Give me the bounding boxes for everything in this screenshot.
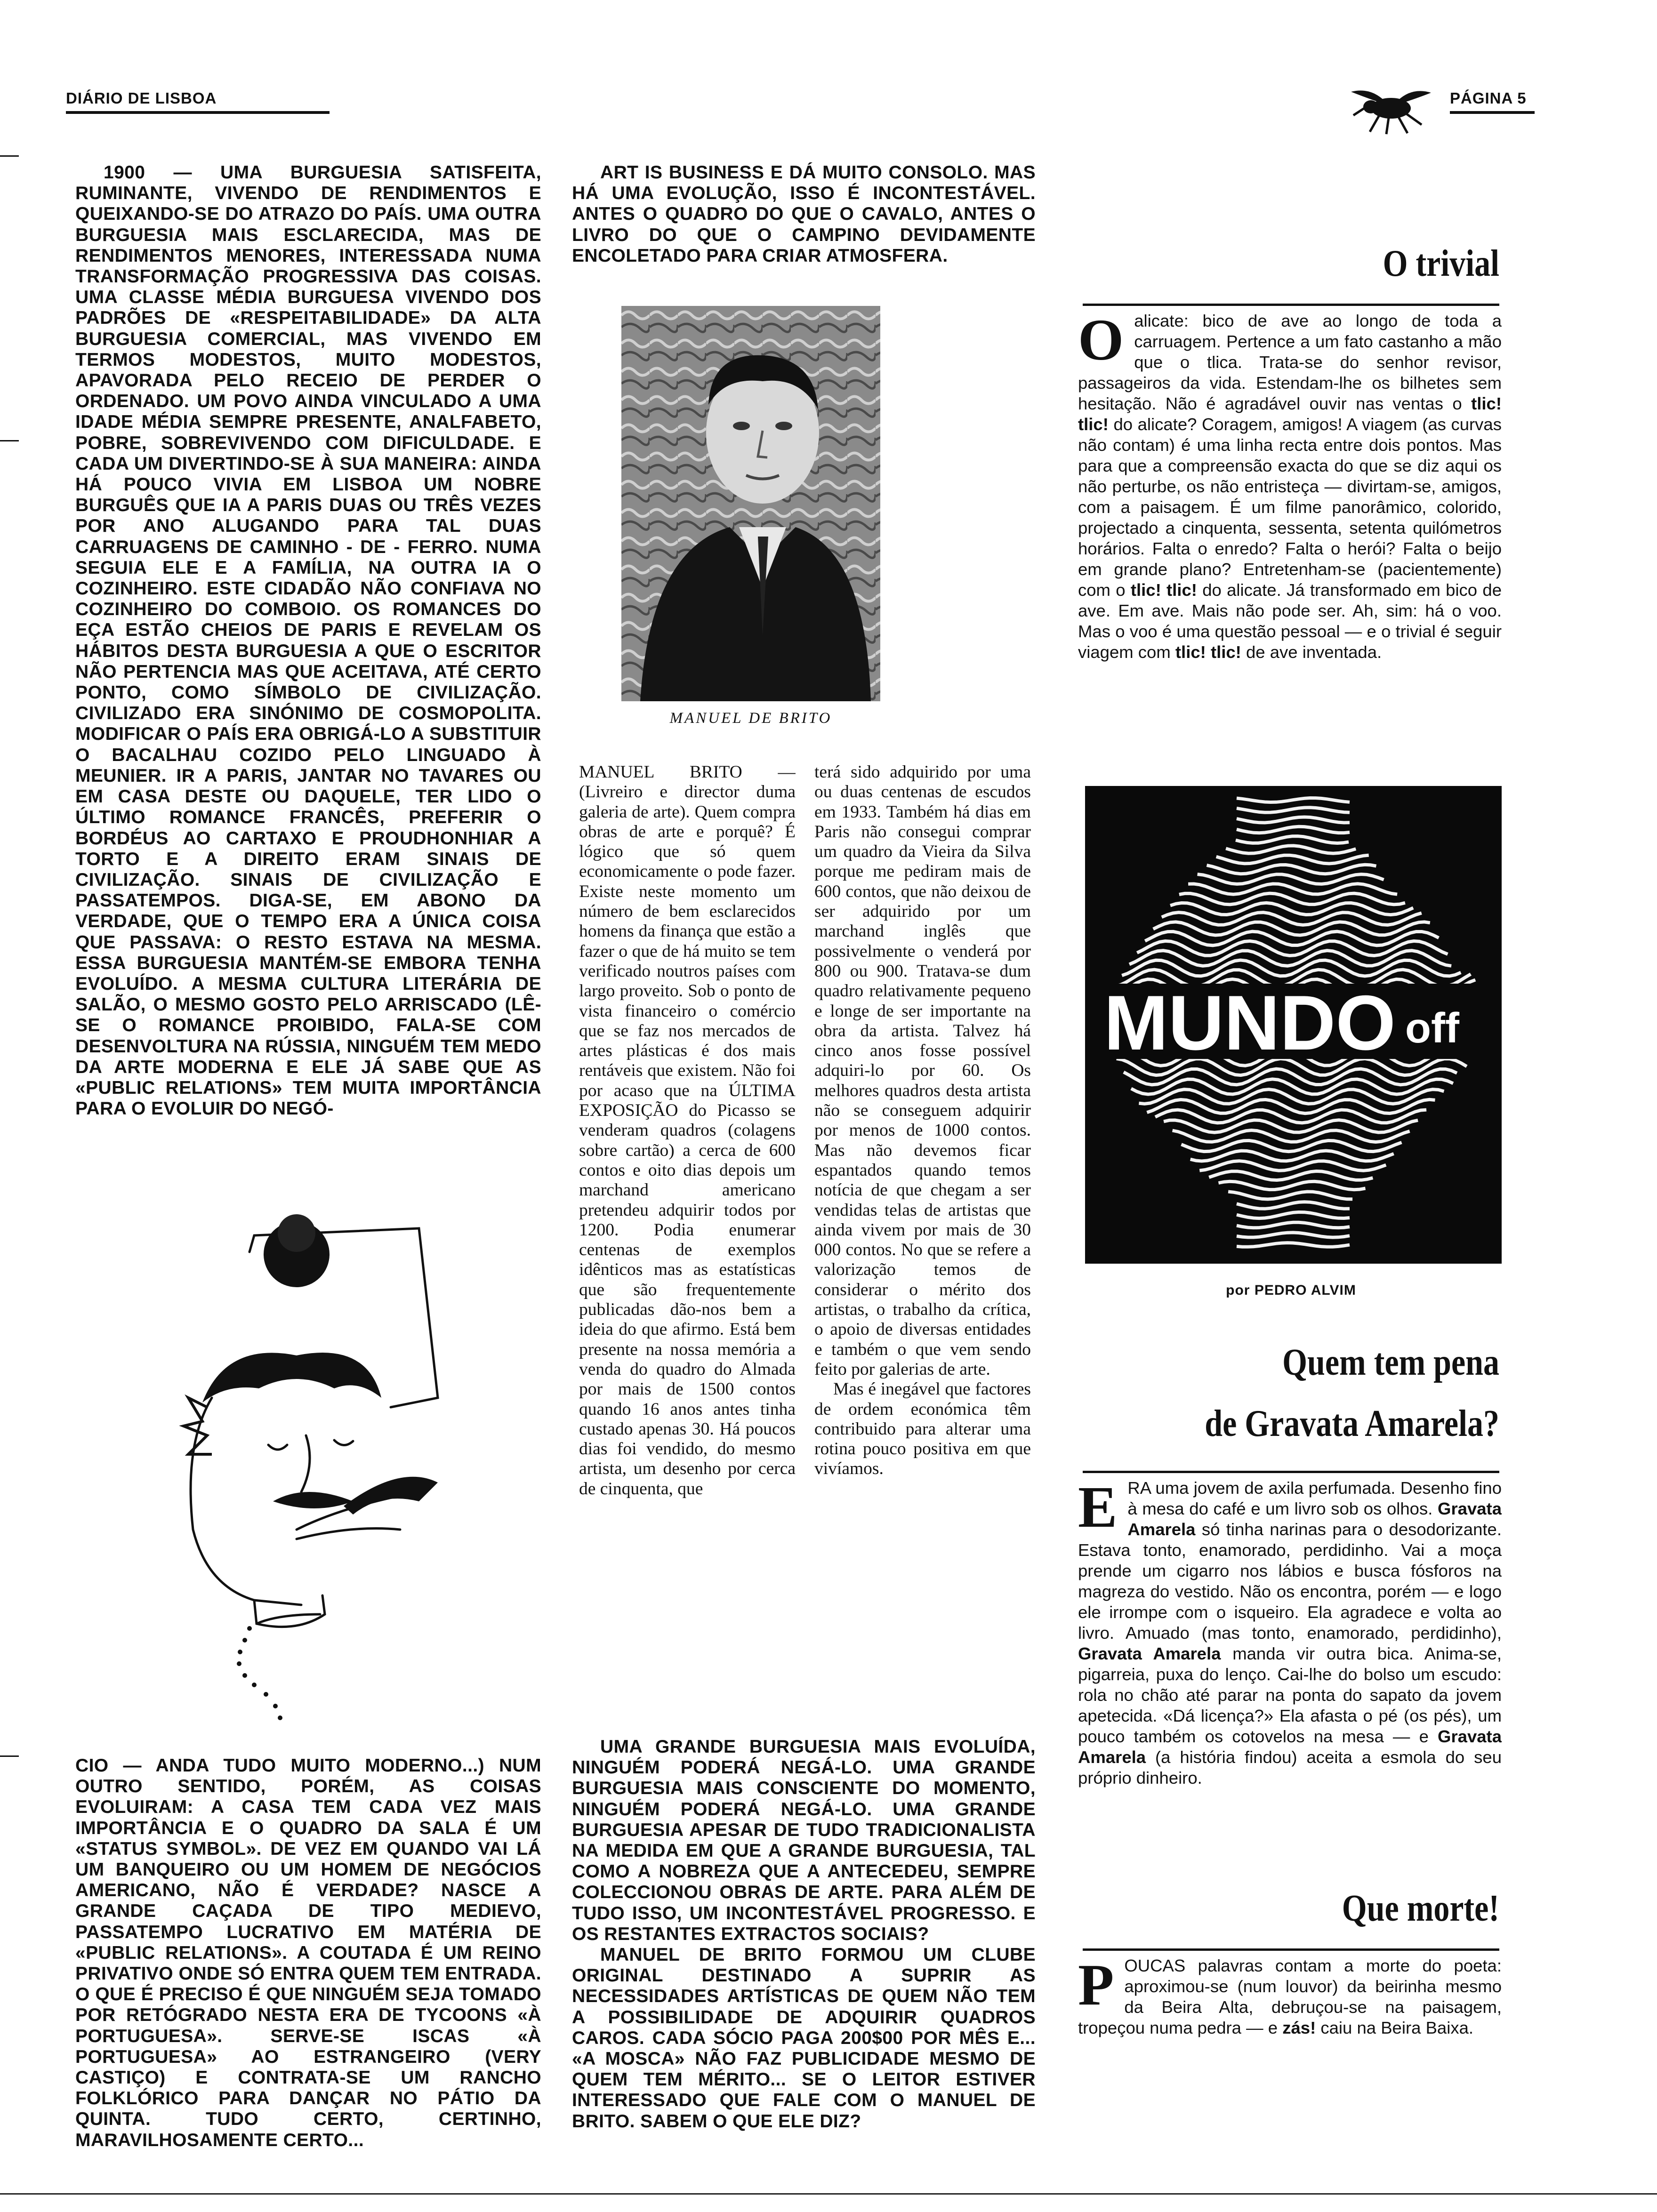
fly-icon — [1342, 87, 1436, 139]
page-number: PÁGINA 5 — [1450, 89, 1527, 107]
section-title-trivial: O trivial — [1383, 243, 1499, 284]
article-column-1-bottom: CIO — ANDA TUDO MUITO MODERNO...) NUM OUTRO SENTIDO, PORÉM, AS COISAS EVOLUIRAM: A CASA TEM CADA VEZ MAIS IMPORTÂNCIA E O QUADRO DA SALA É UM «STATUS SYMBOL». DE VEZ EM QUANDO VAI LÁ UM BANQUEIRO OU UM HOMEM DE NEGÓCIOS AMERICANO, NÃO É VERDADE? NASCE A GRANDE CAÇADA DE TIPO MEDIEVO, PASSATEMPO LUCRATIVO EM MATÉRIA DE «PUBLIC RELATIONS». A COUTADA É UM REINO PRIVATIVO ONDE SÓ ENTRA QUEM TEM ENTRADA. O QUE É PRECISO É QUE NINGUÉM SEJA TOMADO POR RETÓGRADO NESTA ERA DE TYCOONS «À PORTUGUESA». SERVE-SE ISCAS «À PORTUGUESA» AO ESTRANGEIRO (VERY CASTIÇO) E CONTRATA-SE UM RANCHO FOLKLÓRICO PARA DANÇAR NO PÁTIO DA QUINTA. TUDO CERTO, CERTINHO, MARAVILHOSAMENTE CERTO... — [75, 1755, 541, 2150]
margin-mark — [0, 155, 19, 157]
section-title-gravata-1: Quem tem pena — [1282, 1342, 1499, 1383]
interview-column-1 — [579, 762, 796, 1699]
title-rule — [1083, 304, 1499, 306]
margin-mark — [0, 440, 19, 441]
trivial-text: O alicate: bico de ave ao longo de toda a carruagem. Pertence a um fato castanho a mão que o tlica. Trata-se do senhor revisor, passageiros da vida. Estendam-lhe os bilhetes sem hesitação. Não é agradável ouvir nas ventas o tlic! tlic! do alicate? Coragem, amigos! A viagem (as curvas não contam) é uma linha recta entre dois pontos. Mas para que a compreensão exacta do que se diz aqui os não perturbe, os não entristeça — divirtam-se, amigos, com a paisagem. É um filme panorâmico, colorido, projectado a cinquenta, sessenta, setenta quilómetros horários. Falta o enredo? Falta o herói? Falta o beijo em grande plano? Entretenham-se (pacientemente) com o tlic! tlic! do alicate. Já transformado em bico de ave. Em ave. Mais não pode ser. Ah, sim: há o voo. Mas o voo é uma questão pessoal — e o trivial é seguir viagem com tlic! tlic! de ave inventada. — [1078, 311, 1502, 662]
interview-paragraph: terá sido adquirido por uma ou duas centenas de escudos em 1933. Também há dias em Paris não consegui comprar um quadro da Vieira da Silva porque me pediram mais de 600 contos, que não deixou de ser adquirido por um marchand inglês que possivelmente o venderá por 800 ou 900. Tratava-se dum quadro relativamente pequeno e longe de ser importante na obra da artista. Talvez há cinco anos fosse possível adquiri-lo por 60. Os melhores quadros desta artista não se conseguem adquirir por menos de 1000 contos. Mas não devemos ficar espantados quando temos notícia de que chegam a ser vendidas telas de artistas que ainda vivem por mais de 30 000 contos. No que se refere a valorização temos de considerar o mérito dos artistas, o trabalho da crítica, o apoio de diversas entidades e também o que vem sendo feito por galerias de arte. — [814, 762, 1031, 1379]
title-rule — [1083, 1471, 1499, 1473]
morte-text: POUCAS palavras contam a morte do poeta: aproximou-se (num louvor) da beirinha mesmo da Beira Alta, debruçou-se na paisagem, tropeçou numa pedra — e zás! caiu na Beira Baixa. — [1078, 1956, 1502, 2037]
article-paragraph: UMA GRANDE BURGUESIA MAIS EVOLUÍDA, NINGUÉM PODERÁ NEGÁ-LO. UMA GRANDE BURGUESIA MAIS CONSCIENTE DO MOMENTO, NINGUÉM PODERÁ NEGÁ-LO. UMA GRANDE BURGUESIA APESAR DE TUDO TRADICIONALISTA NA MEDIDA EM QUE A GRANDE BURGUESIA, TAL COMO A NOBREZA QUE A ANTECEDEU, SEMPRE COLECCIONOU OBRAS DE ARTE. PARA ALÉM DE TUDO ISSO, UM INCONTESTÁVEL PROGRESSO. E OS RESTANTES EXTRACTOS SOCIAIS? — [572, 1737, 1036, 1944]
article-column-1-top: 1900 — UMA BURGUESIA SATISFEITA, RUMINANTE, VIVENDO DE RENDIMENTOS E QUEIXANDO-SE DO ATRAZO DO PAÍS. UMA OUTRA BURGUESIA MAIS ESCLARECIDA, MAS DE RENDIMENTOS MENORES, INTERESSADA NUMA TRANSFORMAÇÃO PROGRESSIVA DAS COISAS. UMA CLASSE MÉDIA BURGUESA VIVENDO DOS PADRÕES DE «RESPEITABILIDADE» DA ALTA BURGUESIA COMERCIAL, MAS VIVENDO EM TERMOS MODESTOS, MUITO MODESTOS, APAVORADA PELO RECEIO DE PERDER O ORDENADO. UM POVO AINDA VINCULADO A UMA IDADE MÉDIA SEMPRE PRESENTE, ANALFABETO, POBRE, SOBREVIVENDO COM DIFICULDADE. E CADA UM DIVERTINDO-SE À SUA MANEIRA: AINDA HÁ POUCO VIVIA EM LISBOA UM NOBRE BURGUÊS QUE IA A PARIS DUAS OU TRÊS VEZES POR ANO ALUGANDO PARA TAL DUAS CARRUAGENS DE CAMINHO - DE - FERRO. NUMA SEGUIA ELE E A FAMÍLIA, NA OUTRA IA O COZINHEIRO. ESTE CIDADÃO NÃO CONFIAVA NO COZINHEIRO DO COMBOIO. OS ROMANCES DO EÇA ESTÃO CHEIOS DE PARIS E REVELAM OS HÁBITOS DESTA BURGUESIA A QUE O ESCRITOR NÃO PERTENCIA MAS QUE ACEITAVA, ATÉ CERTO PONTO, COMO SÍMBOLO DE CIVILIZAÇÃO. CIVILIZADO ERA SINÓNIMO DE COSMOPOLITA. MODIFICAR O PAÍS ERA OBRIGÁ-LO A SUBSTITUIR O BACALHAU COZIDO PELO LINGUADO À MEUNIER. IR A PARIS, JANTAR NO TAVARES OU EM CASA DESTE OU DAQUELE, TER LIDO O ÚLTIMO ROMANCE FRANCÊS, PREFERIR O BORDÉUS AO CARTAXO E PROUDHONHIAR A TORTO E A DIREITO ERAM SINAIS DE CIVILIZAÇÃO. SINAIS DE CIVILIZAÇÃO E PASSATEMPOS. DIGA-SE, EM ABONO DA VERDADE, QUE O TEMPO ERA A ÚNICA COISA QUE PASSAVA: O RESTO ESTAVA NA MESMA. ESSA BURGUESIA MANTÉM-SE EMBORA TENHA EVOLUÍDO. A MESMA CULTURA LITERÁRIA DE SALÃO, O MESMO GOSTO PELO ARRISCADO (LÊ-SE O ROMANCE PROIBIDO, FALA-SE COM DESENVOLTURA NA RÚSSIA, NINGUÉM TEM MEDO DA ARTE MODERNA E ELE JÁ SABE QUE AS «PUBLIC RELATIONS» TEM MUITA IMPORTÂNCIA PARA O EVOLUIR DO NEGÓ- — [75, 162, 541, 1119]
portrait-photo — [621, 306, 880, 701]
byline: por PEDRO ALVIM — [1226, 1282, 1356, 1298]
interview-paragraph: MANUEL BRITO —(Livreiro e director duma galeria de arte). Quem compra obras de arte e porquê? É lógico que só quem economicamente o pode fazer. Existe neste momento um número de bem esclarecidos homens da finança que estão a fazer o que de há muito se tem verificado noutros países com largo proveito. Sob o ponto de vista financeiro o comércio que se faz nos mercados de artes plásticas é dos mais rentáveis que existem. Não foi por acaso que na ÚLTIMA EXPOSIÇÃO do Picasso se venderam quadros (colagens sobre cartão) a cerca de 600 contos e oito dias depois um marchand americano pretendeu adquirir todos por 1200. Podia enumerar centenas de exemplos idênticos mas as estatísticas que são frequentemente publicadas dão-nos bem a ideia do que afirmo. Está bem presente na nossa memória a venda do quadro do Almada por mais de 1500 contos quando 16 anos antes tinha custado apenas 30. Há poucos dias foi vendido, do mesmo artista, um desenho por cerca de cinquenta, que — [579, 762, 796, 1499]
section-title-morte: Que morte! — [1342, 1888, 1499, 1929]
margin-mark — [0, 1755, 19, 1757]
article-paragraph: MANUEL DE BRITO FORMOU UM CLUBE ORIGINAL DESTINADO A SUPRIR AS NECESSIDADES ARTÍSTICAS DE QUEM NÃO TEM A POSSIBILIDADE DE ADQUIRIR QUADROS CAROS. CADA SÓCIO PAGA 200$00 POR MÊS E... «A MOSCA» NÃO FAZ PUBLICIDADE MESMO DE QUEM TEM MÉRITO... SE O LEITOR ESTIVER INTERESSADO QUE FALE COM O MANUEL DE BRITO. SABEM O QUE ELE DIZ? — [572, 1945, 1036, 2132]
gravata-text: ERA uma jovem de axila perfumada. Desenho fino à mesa do café e um livro sob os olhos. Gravata Amarela só tinha narinas para o desodorizante. Estava tonto, enamorado, perdidinho. Vai a moça prende um cigarro nos lábios e busca fósforos na magreza do vestido. Não os encontra, porém — e logo ele irrompe com o isqueiro. Ela agradece e volta ao livro. Amuado (mas tonto, enamorado, perdidinho), Gravata Amarela manda vir outra bica. Anima-se, pigarreia, puxa do lenço. Cai-lhe do bolso um escudo: rola no chão até parar na ponta do sapato da jovem apetecida. «Dá licença?» Ela afasta o pé (os pés), um pouco também os cotovelos na mesa — e Gravata Amarela (a história findou) aceita a esmola do seu próprio dinheiro. — [1078, 1478, 1502, 1787]
title-rule — [1083, 1948, 1499, 1951]
interview-paragraph: Mas é inegável que factores de ordem económica têm contribuido para alterar uma rotina pouco positiva em que vivíamos. — [814, 1379, 1031, 1479]
section-title-gravata-2: de Gravata Amarela? — [1205, 1403, 1499, 1444]
mundo-off-advertisement — [1085, 786, 1502, 1264]
drop-cap: O — [1078, 311, 1124, 373]
interview-column-2 — [814, 762, 1031, 1699]
drop-cap: E — [1078, 1478, 1118, 1540]
ad-suffix: off — [1405, 1005, 1459, 1052]
article-column-2-top: ART IS BUSINESS E DÁ MUITO CONSOLO. MAS HÁ UMA EVOLUÇÃO, ISSO É INCONTESTÁVEL. ANTES O QUADRO DO QUE O CAVALO, ANTES O LIVRO DO QUE O CAMPINO DEVIDAMENTE ENCOLETADO PARA CRIAR ATMOSFERA. — [572, 162, 1036, 266]
photo-caption: MANUEL DE BRITO — [669, 710, 832, 727]
header-rule-right — [1450, 111, 1535, 114]
drop-cap: P — [1078, 1956, 1114, 2018]
bottom-rule — [0, 2193, 1657, 2195]
header-rule — [66, 111, 330, 114]
ad-word: MUNDO — [1104, 979, 1396, 1066]
newspaper-name: DIÁRIO DE LISBOA — [66, 89, 217, 107]
caricature-drawing — [155, 1200, 523, 1741]
article-column-2-bottom — [572, 1737, 1036, 2170]
